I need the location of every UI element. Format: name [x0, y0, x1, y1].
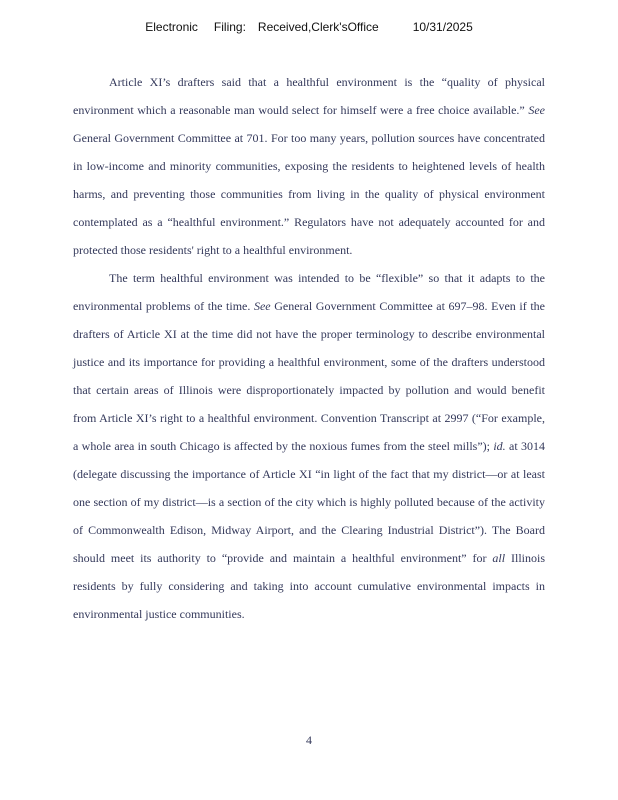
- paragraph-2-run: General Government Committee at 697–98. Even if the drafters of Article XI at the time did not have the proper terminology to describe environmental justice and its importance for providing a healthful environment, some of the drafters understood that certain areas of Illinois were disproportionately impacted by pollution and would benefit from Article XI’s right to a healthful environment. Convention Transcript at 2997 (“For example, a whole area in south Chicago is affected by the noxious fumes from the steel mills”);: [73, 299, 545, 453]
- paragraph-2-run: The term healthful environment was intended to be “flexible” so that it adapts to the environmental problems of the time.: [73, 271, 545, 313]
- citation-id: id.: [493, 439, 506, 453]
- stamp-filing: Filing:: [213, 20, 246, 34]
- citation-signal-see: See: [528, 103, 545, 117]
- stamp-electronic: Electronic: [145, 20, 198, 34]
- paragraph-1: [73, 68, 545, 264]
- paragraph-2-run: at 3014 (delegate discussing the importance of Article XI “in light of the fact that my district—or at least one section of my district—is a section of the city which is highly polluted because of the activity of Commonwealth Edison, Midway Airport, and the Clearing Industrial District”). The Board should meet its authority to “provide and maintain a healthful environment” for: [73, 439, 545, 565]
- emphasis-all: all: [492, 551, 506, 565]
- stamp-received: Received,Clerk'sOffice: [257, 20, 379, 34]
- paragraph-1-run: General Government Committee at 701. For too many years, pollution sources have concentrated in low-income and minority communities, exposing the residents to heightened levels of health harms, and preventing those communities from living in the quality of physical environment contemplated as a “healthful environment.” Regulators have not adequately accounted for and protected those residents' right to a healthful environment.: [73, 131, 545, 257]
- paragraph-1-run: Article XI’s drafters said that a healthful environment is the “quality of physical environment which a reasonable man would select for himself were a free choice available.”: [73, 75, 545, 117]
- filing-stamp: [0, 20, 618, 34]
- stamp-date: 10/31/2025: [412, 20, 473, 34]
- paragraph-2: [73, 264, 545, 628]
- page-number: 4: [306, 733, 312, 747]
- citation-signal-see: See: [253, 299, 271, 313]
- body-text: [73, 68, 545, 628]
- paragraph-2-run: Illinois residents by fully considering and taking into account cumulative environmental impacts in environmental justice communities.: [73, 551, 545, 621]
